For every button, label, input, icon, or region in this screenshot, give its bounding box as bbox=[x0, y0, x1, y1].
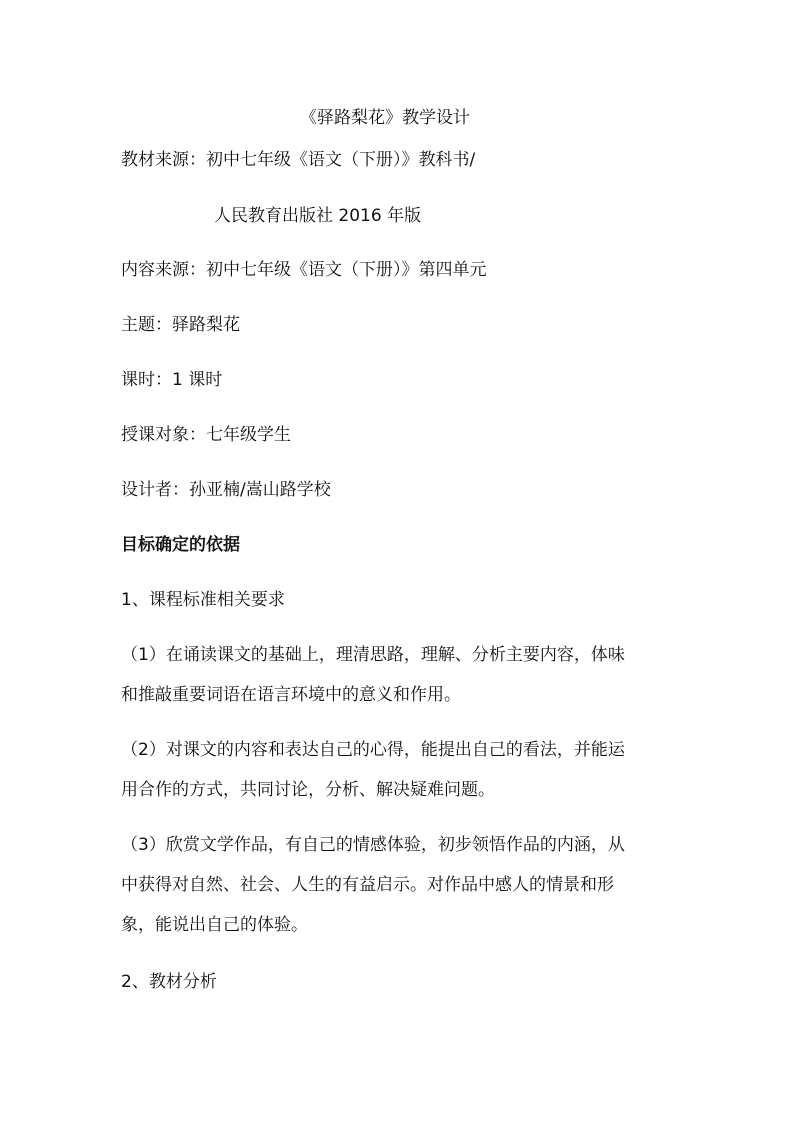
requirement-3-line-3: 象，能说出自己的体验。 bbox=[121, 915, 308, 935]
lesson-hours: 课时：1 课时 bbox=[121, 370, 223, 390]
requirement-1-line-1: （1）在诵读课文的基础上，理清思路，理解、分析主要内容，体味 bbox=[121, 645, 625, 665]
textbook-source-line2: 人民教育出版社 2016 年版 bbox=[214, 206, 422, 226]
requirement-1-line-2: 和推敲重要词语在语言环境中的意义和作用。 bbox=[121, 685, 461, 705]
requirement-2-line-2: 用合作的方式，共同讨论，分析、解决疑难问题。 bbox=[121, 780, 495, 800]
requirement-3-line-2: 中获得对自然、社会、人生的有益启示。对作品中感人的情景和形 bbox=[121, 875, 614, 895]
requirement-2-line-1: （2）对课文的内容和表达自己的心得，能提出自己的看法，并能运 bbox=[121, 740, 625, 760]
content-source: 内容来源：初中七年级《语文（下册）》第四单元 bbox=[121, 260, 487, 280]
designer: 设计者：孙亚楠/嵩山路学校 bbox=[121, 480, 331, 500]
document-title: 《驿路梨花》教学设计 bbox=[300, 108, 470, 128]
subsection-heading-1: 1、课程标准相关要求 bbox=[121, 590, 285, 610]
requirement-3-line-1: （3）欣赏文学作品，有自己的情感体验，初步领悟作品的内涵，从 bbox=[121, 835, 625, 855]
textbook-source-line1: 教材来源：初中七年级《语文（下册）》教科书/ bbox=[121, 150, 476, 170]
subsection-heading-2: 2、教材分析 bbox=[121, 972, 217, 992]
topic: 主题：驿路梨花 bbox=[121, 315, 240, 335]
section-heading: 目标确定的依据 bbox=[121, 535, 240, 555]
audience: 授课对象：七年级学生 bbox=[121, 425, 291, 445]
